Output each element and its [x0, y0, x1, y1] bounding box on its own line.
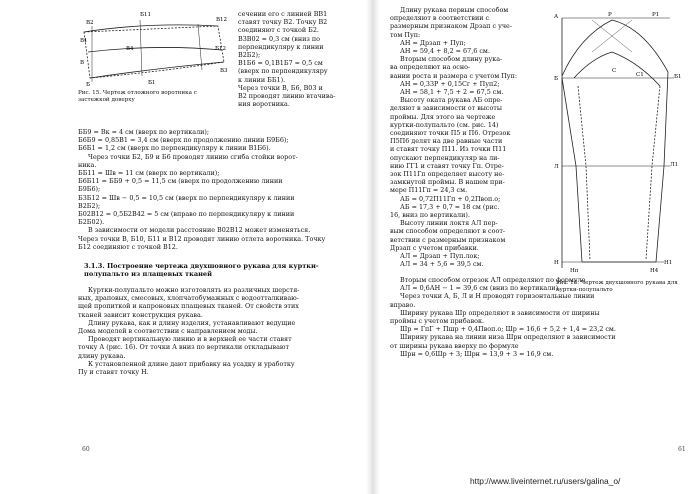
text-line: Ширину рукава Шр определяют в зависимости от ширины	[400, 308, 600, 317]
sleeve-drawing	[552, 6, 690, 278]
text-line: АЛ = 34 + 5,6 = 39,5 см.	[400, 260, 484, 269]
text-line: 16, вниз по вертикали).	[390, 211, 470, 220]
text-line: щей пропиткой и капроновых плащевых тканей. От свойств этих	[78, 302, 299, 311]
text-line: (вверх по перпендикуляру	[238, 67, 328, 76]
fig15-label: Б11	[140, 12, 152, 18]
fig16-caption: Рис. 16. Чертеж двухшовного рукава для куртки-полупальто	[556, 280, 678, 294]
fig15-label: В1	[80, 38, 88, 44]
fig16-label: С1	[636, 72, 644, 78]
text-line: нию ГГ1 и ставят точку Гп. Отре-	[390, 161, 504, 170]
text-line: ва определяют на осно-	[390, 63, 471, 72]
text-line: проймы. Для этого на чертеже	[390, 112, 496, 121]
text-line: Высоту оката рукава АБ опре-	[400, 96, 503, 105]
text-line: Б3Б12 = Шв − 0,5 = 10,5 см (вверх по перпендикуляру к линии	[78, 193, 295, 202]
text-line: ставят точку В2. Точку В2	[238, 18, 328, 27]
right-text-wide	[390, 276, 692, 358]
text-line: В зависимости от модели расстояние В02В12 может изменяться.	[88, 226, 311, 235]
section-title: 3.1.3. Построение чертежа двухшовного рукава для куртки-полупальто из плащевых тканей	[84, 262, 319, 279]
fig16-label: Н	[554, 260, 559, 266]
collar-drawing	[78, 6, 228, 88]
fig15-label: В2	[86, 20, 94, 26]
fig15-label: В12	[216, 17, 228, 23]
section-heading	[84, 262, 354, 279]
left-page	[78, 6, 364, 466]
text-line: от ширины рукава вверху по формуле	[390, 341, 519, 350]
fig16-label: С	[612, 68, 617, 74]
text-line: замкнутой проймы. В нашем при-	[390, 178, 505, 187]
book-gutter	[366, 0, 380, 494]
fig16-label: Л	[554, 164, 559, 170]
text-line: В3В02 = 0,3 см (вниз по	[238, 34, 321, 43]
text-line: определяют в соответствии с	[390, 14, 490, 23]
text-line: Пу и ставят точку Н.	[78, 368, 149, 377]
text-line: и ставят точку П11. Из точки П11	[390, 145, 507, 154]
fig15-label: В	[80, 60, 85, 66]
text-line: к линии ББ1).	[238, 75, 286, 84]
text-line: Б6Б1 = 1,2 см (вверх по перпендикуляру к линии В1Б6).	[78, 144, 271, 153]
figure-15	[78, 6, 228, 110]
text-line: ния воротника.	[238, 100, 290, 109]
text-line: Через точки В, Б10, Б11 и В12 проводят линию отлета воротника. Точку	[78, 234, 326, 243]
text-line: вании роста и размера с учетом Пуп:	[390, 71, 517, 80]
text-line: ББ9 = Вк = 4 см (вверх по вертикали);	[78, 128, 210, 136]
text-line: К установленной длине дают прибавку на усадку и уработку	[88, 359, 295, 368]
text-line: тканей зависит конструкция рукава.	[78, 310, 203, 319]
text-line: АБ = 0,72П11Гп + 0,2Пвоп.о;	[400, 194, 501, 203]
fig15-label: Б1	[148, 80, 156, 86]
text-line: ветствии с размерным признаком	[390, 235, 506, 244]
text-line: проймы с учетом прибавок.	[390, 317, 485, 326]
figure-16	[552, 6, 690, 294]
text-line: Б12 соединяют с точкой В12.	[78, 242, 178, 251]
text-line: Ширину рукава на линии низа Шрн определяют в зависимости	[400, 333, 616, 342]
fig15-label: Б	[86, 82, 91, 88]
text-line: АЛ = Дрзап + Пуп.лок;	[400, 252, 480, 261]
text-line: Через точки Б2, Б9 и Б6 проводят линию сгиба стойки ворот-	[88, 152, 298, 161]
text-line: вправо.	[390, 300, 416, 309]
text-line: АН = Дрзап + Пуп;	[400, 38, 466, 47]
text-line: перпендикуляру к линии	[238, 42, 324, 51]
fig16-label: Нп	[570, 268, 579, 274]
text-line: Дрзап с учетом прибавки.	[390, 243, 479, 252]
text-line: длину рукава.	[78, 351, 126, 360]
text-line: вым способом определяют в соот-	[390, 227, 506, 236]
text-line: размерным признаком Дрзап с уче-	[390, 22, 512, 31]
fig16-label: Н1	[664, 260, 673, 266]
text-line: Через точки А, Б, Л и Н проводят горизонтальные линии	[400, 292, 595, 301]
text-line: В2Б2);	[238, 51, 261, 60]
fig15-caption: Рис. 15. Чертеж отложного воротника с застежкой доверху	[78, 90, 197, 104]
text-line: АН = 59,4 + 8,2 = 67,6 см.	[400, 47, 490, 56]
text-line: соединяют с точкой Б2.	[238, 26, 319, 35]
page-number-right: 61	[678, 446, 686, 453]
fig16-label: Р1	[652, 12, 660, 18]
text-line: Длину рукава первым способом	[400, 6, 509, 14]
text-line: В1Б6 = 0,1В1Б7 = 0,5 см	[238, 59, 323, 68]
text-line: Б2Б02).	[78, 218, 105, 227]
text-line: Б9Б6);	[78, 185, 101, 194]
text-line: мере П11Гп = 24,3 см.	[390, 186, 468, 195]
page-number-left: 60	[82, 446, 90, 453]
fig16-label: А	[554, 14, 559, 20]
footer-url-link[interactable]: http://www.liveinternet.ru/users/galina_o/	[470, 476, 621, 486]
text-line: Высоту линии локтя АЛ пер-	[400, 219, 498, 228]
text-line: Шрн = 0,6Шр + 3; Шрн = 13,9 + 3 = 16,9 см.	[400, 349, 554, 358]
text-line: АН = 58,1 + 7,5 + 2 = 67,5 см.	[400, 88, 504, 97]
right-text-narrow	[390, 6, 546, 269]
text-line: В2Б2);	[78, 201, 101, 210]
side-text	[238, 10, 364, 108]
section-text	[78, 286, 364, 376]
fig15-label: В3	[220, 68, 228, 74]
text-line: куртки-полупальто (см. рис. 14)	[390, 120, 499, 129]
fig16-label: Л1	[670, 162, 679, 168]
text-line: АЛ = 0,6АН − 1 = 39,6 см (вниз по вертикали).	[400, 284, 561, 293]
fig15-label: В4	[126, 46, 134, 52]
main-text	[78, 128, 364, 251]
fig16-label: Б1	[674, 74, 682, 80]
text-line: ника.	[78, 160, 97, 169]
text-line: Б6Б11 = ББ9 + 0,5 = 11,5 см (вверх по продолжению линии	[78, 177, 283, 186]
text-line: том Пуп:	[390, 30, 421, 39]
text-line: Б02В12 = 0,5Б2В42 = 5 см (вправо по перпендикуляру к линии	[78, 210, 295, 219]
text-line: Проводят вертикальную линию и в верхней ее части ставят	[88, 335, 292, 344]
text-line: В2 проводят линию втачива-	[238, 92, 336, 101]
text-line: Шр = ГпГ + Пшр + 0,4Пвоп.о; Шр = 16,6 + 5,2 + 1,4 = 23,2 см.	[400, 325, 616, 334]
text-line: П5П6 делят на две равные части	[390, 137, 503, 146]
text-line: Вторым способом отрезок АЛ определяют по формуле	[400, 276, 586, 284]
text-line: зок П11Гп определяет высоту не-	[390, 170, 505, 179]
text-line: деляют в зависимости от высоты	[390, 104, 502, 113]
text-line: сечении его с линией ВВ1	[238, 10, 328, 18]
fig15-label: Б12	[215, 46, 227, 52]
fig16-label: Б	[554, 76, 559, 82]
text-line: соединяют точки П5 и П6. Отрезок	[390, 129, 511, 138]
text-line: Дома моделей в соответствии с направлением моды.	[78, 327, 258, 336]
text-line: АН = 0,33Р + 0,15Сг + Пуп2;	[400, 79, 500, 88]
text-line: АБ = 17,3 + 0,7 = 18 см (рис.	[400, 202, 500, 211]
text-line: точку А (рис. 16). От точки А вниз по вертикали откладывают	[78, 343, 289, 352]
text-line: ных, драповых, смесовых, хлопчатобумажных с водоотталкиваю-	[78, 294, 299, 303]
text-line: Длину рукава, как и длину изделия, устанавливают ведущие	[88, 318, 296, 327]
text-line: ББ11 = Шв = 11 см (вверх по вертикали);	[78, 169, 220, 178]
text-line: опускают перпендикуляр на ли-	[390, 153, 500, 162]
text-line: Вторым способом длину рука-	[400, 55, 503, 64]
text-line: Через точки В, Б6, В03 и	[238, 83, 323, 92]
text-line: Б6Б9 = 0,85В1 = 3,4 см (вверх по продолжению линии Б9Б6);	[78, 136, 289, 145]
text-line: Куртки-полупальто можно изготовлять из различных шерстя-	[88, 286, 300, 294]
fig16-label: Н4	[650, 268, 659, 274]
right-page	[390, 6, 692, 466]
fig16-label: Р	[608, 12, 612, 18]
